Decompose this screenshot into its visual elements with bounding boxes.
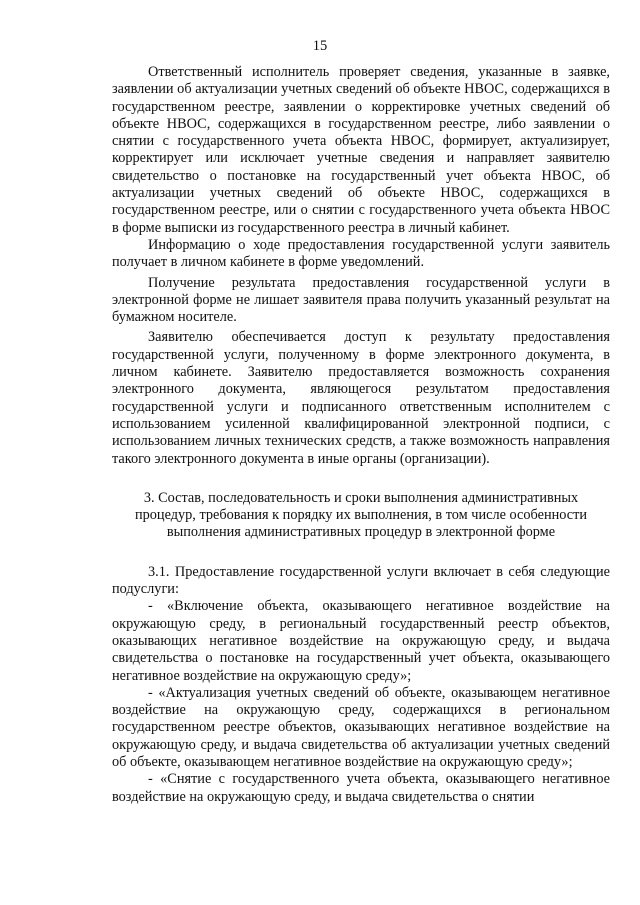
paragraph-paper-result: Получение результата предоставления государственной услуги в электронной форме не лишает заявителя права получить указанный результат на бумажном носителе. bbox=[112, 274, 610, 326]
section-heading-line: процедур, требования к порядку их выполнения, в том числе особенности bbox=[134, 507, 588, 524]
paragraph-result-access: Заявителю обеспечивается доступ к результату предоставления государственной услуги, полученному в форме электронного документа, в личном кабинете. Заявителю предоставляется возможность сохранения электронного документа, являющегося результатом предоставления государственной услуги и подписанного ответственным исполнителем с использованием усиленной квалифицированной электронной подписи, с использованием личных технических средств, а также возможность направления такого электронного документа в иные органы (организации). bbox=[112, 329, 610, 467]
section-heading-line: выполнения административных процедур в электронной форме bbox=[166, 524, 556, 541]
list-item: - «Снятие с государственного учета объекта, оказывающего негативное воздействие на окружающую среду, и выдача свидетельства о снятии bbox=[112, 771, 610, 805]
section-heading bbox=[112, 490, 610, 542]
paragraph-status-info: Информацию о ходе предоставления государственной услуги заявитель получает в личном кабинете в форме уведомлений. bbox=[112, 236, 610, 271]
page-number: 15 bbox=[312, 38, 328, 54]
paragraph-subservices-intro: 3.1. Предоставление государственной услуги включает в себя следующие подуслуги: bbox=[112, 563, 610, 598]
list-item: - «Актуализация учетных сведений об объекте, оказывающем негативное воздействие на окружающую среду, содержащихся в региональном государственном реестре объектов, оказывающих негативное воздействие на окружающую среду, и выдача свидетельства об актуализации учетных сведений об объекте, оказывающем негативное воздействие на окружающую среду»; bbox=[112, 684, 610, 770]
list-item: - «Включение объекта, оказывающего негативное воздействие на окружающую среду, в региональный государственный реестр объектов, оказывающих негативное воздействие на окружающую среду, и выдача свидетельства о постановке на государственный учет объекта, оказывающего негативное воздействие на окружающую среду»; bbox=[112, 598, 610, 684]
paragraph-verification: Ответственный исполнитель проверяет сведения, указанные в заявке, заявлении об актуализации учетных сведений об объекте НВОС, содержащихся в государственном реестре, заявлении о корректировке учетных сведений об объекте НВОС, содержащихся в государственном реестре, либо заявлении о снятии с государственного учета объекта НВОС, формирует, актуализирует, корректирует или исключает учетные сведения и направляет заявителю свидетельство о постановке на государственный учет объекта НВОС, об актуализации учетных сведений об объекте НВОС, содержащихся в государственном реестре, или о снятии с государственного учета объекта НВОС в форме выписки из государственного реестра в личный кабинет. bbox=[112, 64, 610, 236]
section-heading-line: 3. Состав, последовательность и сроки выполнения административных bbox=[143, 489, 579, 506]
document-body bbox=[112, 64, 610, 806]
